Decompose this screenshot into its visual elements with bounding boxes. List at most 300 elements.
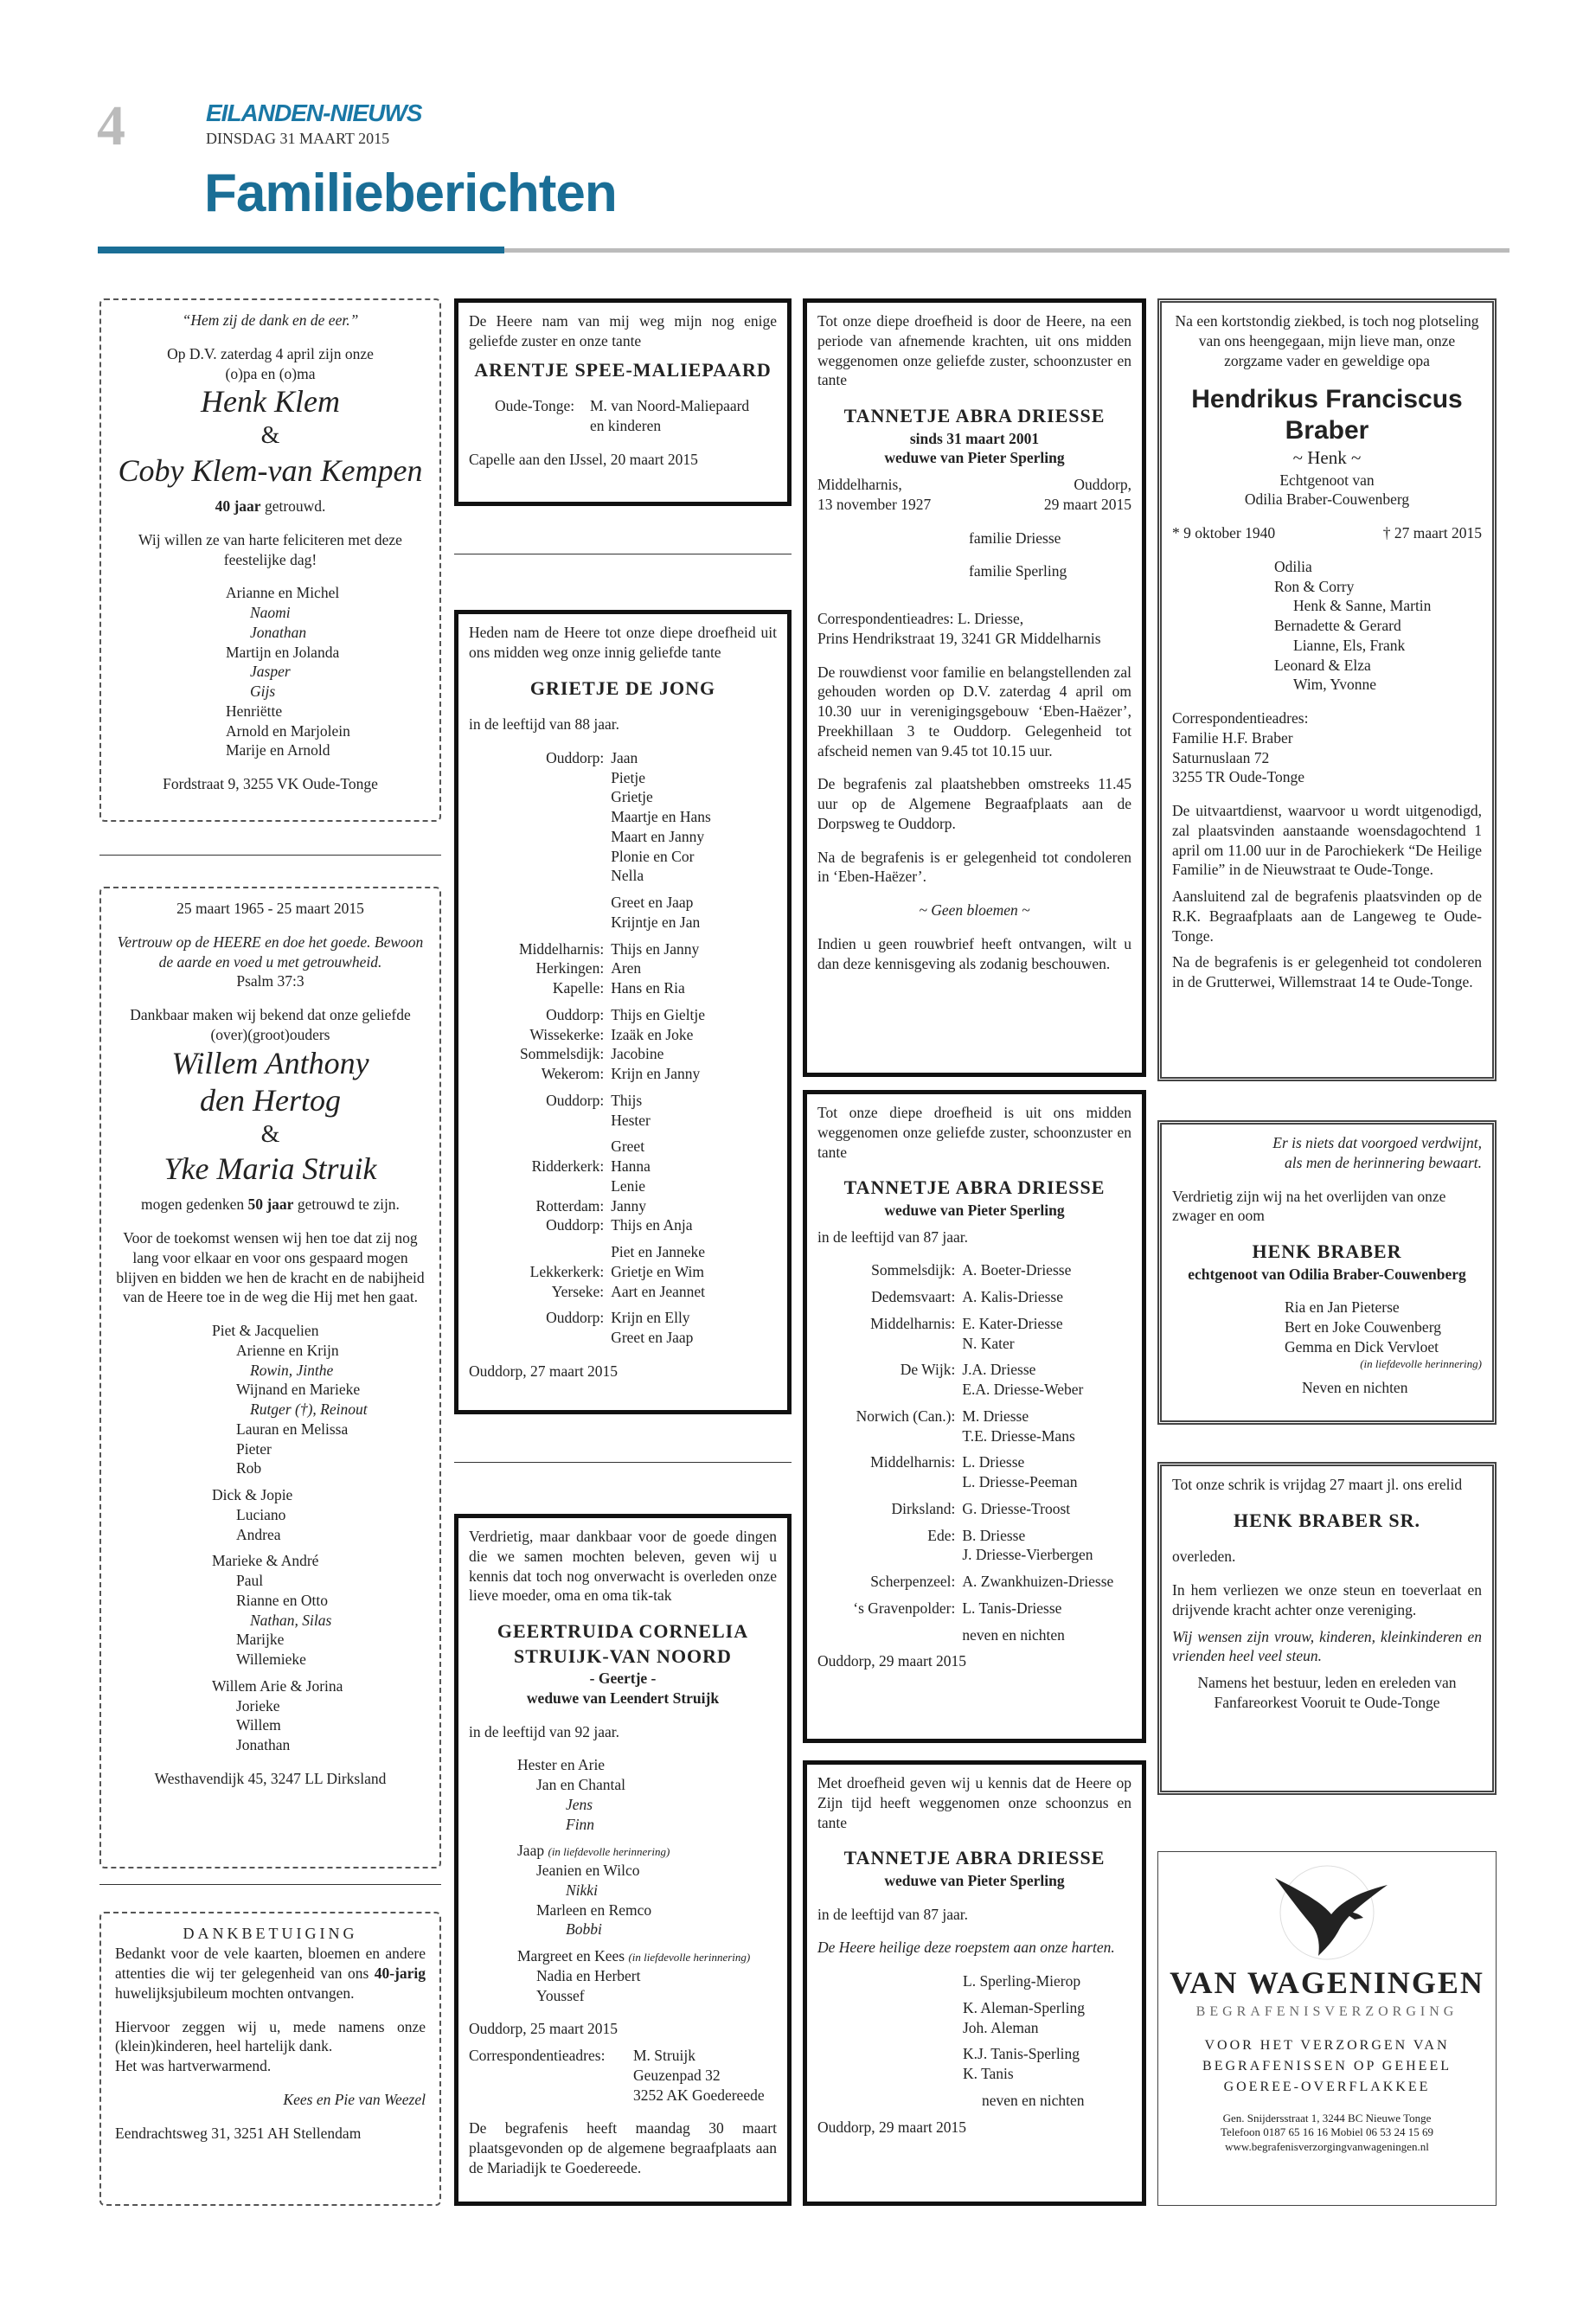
relative-names: Nella [611,867,644,885]
place-date: Ouddorp, 25 maart 2015 [469,2020,619,2038]
relative-row [817,1492,1131,1499]
closing: Neven en nichten [1302,1379,1408,1397]
relatives [469,396,777,436]
years: 40 jaar [215,497,261,516]
family-member: Bobbi [566,1920,602,1939]
age: in de leeftijd van 88 jaar. [469,715,619,734]
relative-row [817,1360,1131,1380]
paragraph: Indien u geen rouwbrief heeft ontvangen, wilt u dan deze kennisgeving als zodanig beschouwen. [817,934,1131,972]
dates: 25 maart 1965 - 25 maart 2015 [176,900,364,917]
ad-driesse-1 [803,298,1146,1077]
relative: M. van Noord-Maliepaard [590,397,750,415]
place [817,1445,958,1452]
text: Bedankt voor de vele kaarten, bloemen en andere attenties die wij ter gelegenheid van ons [115,1945,426,1983]
paragraph: Wij wensen zijn vrouw, kinderen, kleinkinderen en vrienden heel veel steun. [1172,1627,1482,1665]
relative-row [469,933,777,939]
place [817,1618,958,1625]
family-member: K. Aleman-Sperling [963,1998,1085,2016]
ad-braber-2 [1157,1120,1497,1425]
correspondence: Saturnuslaan 72 [1172,748,1270,766]
relative-names: Greet en Jaap [611,1329,694,1347]
relative-row [817,1307,1131,1314]
place [469,1130,607,1137]
relative-row [817,1565,1131,1572]
family-member: Marieke & André [212,1552,319,1570]
deceased-name: TANNETJE ABRA DRIESSE [843,1176,1106,1199]
header-rule-blue [98,247,504,253]
family-member: Marije en Arnold [226,741,330,760]
relative-names: Aart en Jeannet [611,1282,706,1300]
place [817,1592,958,1599]
family-member: Nadia en Herbert [536,1966,641,1984]
relative-row [469,827,777,847]
place-date: Ouddorp, 29 maart 2015 [817,2118,967,2136]
paragraph: De rouwdienst voor familie en belangstellenden zal gehouden worden op D.V. zaterdag 4 april om 10.30 uur in verenigingsgebouw ‘Eben-Haëzer’, Preekhillaan 3 te Ouddorp. Gelegenheid tot afscheid nemen van 9.45 tot 10.15 uur. [817,663,1131,760]
relative-row [817,1618,1131,1625]
honoree-name: Yke Maria Struik [163,1151,377,1187]
relative-names: Piet en Janneke [611,1243,706,1261]
relative-row [817,1314,1131,1334]
family-member: Rianne en Otto [236,1591,328,1609]
place: Ede: [927,1526,956,1544]
place [817,1472,958,1492]
born: * 9 oktober 1940 [1172,524,1276,542]
paragraph: Na de begrafenis is er gelegenheid tot condoleren in ‘Eben-Haëzer’. [817,848,1131,886]
relative-names: Hanna [611,1157,651,1176]
place: Wekerom: [541,1065,605,1083]
age: in de leeftijd van 87 jaar. [817,1227,968,1246]
address: Eendrachtsweg 31, 3251 AH Stellendam [115,2124,362,2142]
place: Kapelle: [552,979,605,997]
relative-names: E.A. Driesse-Weber [962,1381,1084,1399]
address-line: Geuzenpad 32 [633,2066,721,2084]
text-bold: 40-jarig [374,1965,426,1983]
years: 50 jaar [247,1195,294,1214]
intro: Verdrietig zijn wij na het overlijden van onze zwager en oom [1172,1187,1446,1225]
place [817,1625,958,1645]
relative-names: L. Tanis-Driesse [962,1599,1062,1617]
place [469,886,607,893]
relative-row [817,1287,1131,1307]
relative-row [817,1426,1131,1446]
family-member: Martijn en Jolanda [226,643,340,661]
intro: Heden nam de Heere tot onze diepe droefheid uit ons midden weg onze innig geliefde tante [469,624,777,661]
family-member: Leonard & Elza [1274,656,1371,674]
intro: Tot onze diepe droefheid is uit ons midden weggenomen onze geliefde zuster, schoonzuster en tante [817,1104,1131,1161]
relative-row [469,847,777,867]
relative-names: Hans en Ria [611,979,685,997]
place [469,847,607,867]
ad-braber-3 [1157,1462,1497,1795]
relative-row [469,1262,777,1282]
relative-row [469,807,777,827]
relative-names: Maart en Janny [611,827,705,845]
paragraph [115,1944,426,2003]
place [469,1111,607,1131]
ampersand: & [260,1120,280,1148]
place: Ouddorp: [546,1091,605,1109]
relative-row [469,1215,777,1235]
text: huwelijksjubileum mochten ontvangen. [115,1984,355,2002]
brand-subtitle: BEGRAFENISVERZORGING [1195,2003,1458,2019]
family-member: L. Sperling-Mierop [963,1972,1081,1990]
relative-names: N. Kater [962,1334,1015,1352]
nickname: ~ Henk ~ [1292,447,1362,469]
relative-names: Pietje [611,768,646,786]
place: Herkingen: [535,959,605,977]
family-member: Rutger (†), Reinout [250,1400,368,1419]
family-member: Jonathan [236,1736,291,1754]
relative-row [817,1400,1131,1407]
separator [99,1884,441,1885]
label: Correspondentieadres: [469,2047,606,2065]
spouse: echtgenoot van Odilia Braber-Couwenberg [1188,1265,1466,1283]
place: Dedemsvaart: [871,1288,956,1306]
place: Ouddorp: [546,1309,605,1327]
place-date: Ouddorp, 27 maart 2015 [469,1362,619,1380]
relatives-table [469,748,777,1348]
family-member: Bernadette & Gerard [1274,617,1401,635]
ad-hertog-anniversary [99,887,441,1868]
relative-names: G. Driesse-Troost [962,1499,1071,1517]
place: Middelharnis: [519,939,605,958]
family-member: Bert en Joke Couwenberg [1285,1318,1441,1336]
family-member: Wijnand en Marieke [236,1381,361,1399]
family-member: Willem Arie & Jorina [212,1676,343,1695]
address: Westhavendijk 45, 3247 LL Dirksland [154,1769,387,1787]
correspondence: Prins Hendrikstraat 19, 3241 GR Middelharnis [817,629,1101,647]
deceased-name: HENK BRABER SR. [1233,1509,1421,1531]
relative-row [817,1280,1131,1287]
paragraph: Na de begrafenis is er gelegenheid tot condoleren in de Grutterwei, Willemstraat 14 te Oude-Tonge. [1172,953,1482,991]
place [817,1353,958,1360]
relative-row [817,1499,1131,1519]
relative-names: Grietje en Wim [611,1262,705,1280]
relative-row [469,913,777,933]
header-rule-grey [504,248,1509,253]
paragraph: Namens het bestuur, leden en ereleden van Fanfareorkest Vooruit te Oude-Tonge [1197,1674,1457,1711]
relative-names [958,1400,1131,1407]
relative-names: Krijntje en Jan [611,913,701,931]
family-member: Lianne, Els, Frank [1293,636,1406,654]
ad-de-jong [454,610,792,1414]
relative-row [469,1111,777,1131]
paragraph: Hiervoor zeggen wij u, mede namens onze (klein)kinderen, heel hartelijk dank. [115,2017,426,2055]
relative-row [469,1091,777,1111]
since: sinds 31 maart 2001 [909,429,1040,447]
relative-row [817,1592,1131,1599]
born-date: 13 november 1927 [817,495,932,513]
place [469,866,607,886]
spouse: Odilia Braber-Couwenberg [1244,490,1410,509]
ad-braber-1 [1157,298,1497,1081]
relative-row [469,1084,777,1091]
note: (in liefdevolle herinnering) [548,1845,670,1859]
place [469,1235,607,1242]
family-member: Naomi [250,604,291,622]
family-member: Jorieke [236,1696,280,1715]
ad-title: DANKBETUIGING [183,1925,358,1942]
family-member: Odilia [1274,557,1312,575]
no-flowers: ~ Geen bloemen ~ [919,901,1030,920]
correspondence: Correspondentieadres: L. Driesse, [817,610,1024,628]
correspondence [469,2046,777,2105]
relative-names: A. Boeter-Driesse [962,1261,1072,1279]
ad-spee [454,298,792,506]
relative-names [607,998,777,1005]
relative-row [469,787,777,807]
family-member: Ria en Jan Pieterse [1285,1298,1400,1317]
deceased-name: STRUIJK-VAN NOORD [514,1644,732,1667]
relative-names: A. Kalis-Driesse [962,1288,1063,1306]
intro: Verdrietig, maar dankbaar voor de goede dingen die we samen mochten beleven, geven wij u kennis dat toch nog onverwacht is overleden onze lieve moeder, oma en oma tik-tak [469,1528,777,1605]
place [469,768,607,788]
family-member: Paul [236,1572,264,1590]
deceased-name: GRIETJE DE JONG [529,676,716,699]
family-member: Andrea [236,1525,281,1543]
ad-van-wageningen [1157,1851,1497,2206]
relative-row [469,1242,777,1262]
relative-names: Greet [611,1138,645,1156]
ad-driesse-2 [803,1090,1146,1743]
family-list [469,1755,777,2005]
quote: “Hem zij de dank en de eer.” [182,311,359,329]
deceased-name: Hendrikus Franciscus [1191,385,1463,414]
place [817,1334,958,1354]
years-prefix: mogen gedenken [141,1195,248,1214]
relative-names: Izaäk en Joke [611,1025,694,1043]
website: www.begrafenisverzorgingvanwageningen.nl [1225,2140,1429,2154]
relative-names [958,1307,1131,1314]
family-member: Joh. Aleman [963,2018,1039,2036]
name: Jaap [517,1842,545,1860]
relative-names: Thijs en Anja [611,1216,693,1234]
issue-date: DINSDAG 31 MAART 2015 [206,130,390,147]
place [469,1176,607,1196]
relative-row [817,1572,1131,1592]
family-member: Henriëtte [226,702,283,720]
ad-struijk [454,1514,792,2206]
relative-names: Lenie [611,1176,646,1195]
relative-row [817,1334,1131,1354]
wish: Voor de toekomst wensen wij hen toe dat zij nog lang voor elkaar en voor ons gespaard mogen blijven en bidden we hen de kracht en de nabijheid van de Heere toe in de weg die Hij met hen gaat. [116,1229,425,1306]
relative-names [607,1235,777,1242]
relative-names [607,1130,777,1137]
relative-names: Grietje [611,788,653,806]
family-member: Nathan, Silas [250,1611,332,1629]
place: Yerseke: [551,1282,605,1300]
family-list [1172,1298,1482,1356]
family-member: Arienne en Krijn [236,1341,339,1359]
relative-row [469,866,777,886]
family-member: Rowin, Jinthe [250,1361,334,1379]
family-member [517,1841,777,1861]
honoree-name: Coby Klem-van Kempen [118,452,423,488]
widow-of: weduwe van Leendert Struijk [526,1689,720,1707]
honoree-name: den Hertog [200,1082,341,1118]
place: ‘s Gravenpolder: [853,1599,956,1617]
relatives-table [817,1260,1131,1644]
place [469,1084,607,1091]
family-member: Jasper [250,663,291,681]
family-member: Marijke [236,1631,285,1649]
family-member: Gemma en Dick Vervloet [1285,1337,1439,1356]
relative-row [469,1328,777,1348]
section-title: Familieberichten [204,163,617,223]
note: (in liefdevolle herinnering) [1360,1356,1482,1370]
relative-names: Thijs en Janny [611,939,700,958]
place [817,1307,958,1314]
relative-row [469,1064,777,1084]
paragraph: Aansluitend zal de begrafenis plaatsvinden op de R.K. Begraafplaats aan de Langeweg te Oude-Tonge. [1172,888,1482,945]
relative-names: Greet en Jaap [611,894,694,912]
place: Ouddorp: [546,748,605,766]
slogan: GOEREE-OVERFLAKKEE [1223,2079,1431,2094]
place: Sommelsdijk: [871,1261,956,1279]
relative-row [817,1519,1131,1526]
birth-death [1172,523,1482,543]
honoree-name: Willem Anthony [171,1045,369,1080]
family-member: Luciano [236,1505,286,1523]
ad-dankbetuiging [99,1912,441,2206]
place [469,1301,607,1308]
deceased-name: TANNETJE ABRA DRIESSE [843,405,1106,426]
intro: Met droefheid geven wij u kennis dat de Heere op Zijn tijd heeft weggenomen onze schoonzus en tante [817,1774,1131,1831]
family-member: Nikki [566,1881,598,1899]
family-member: Finn [566,1815,595,1833]
newspaper-name: EILANDEN-NIEUWS [206,99,422,126]
relative-names: Janny [611,1196,647,1215]
family-list [1172,557,1482,695]
family [817,529,1131,582]
relative-names [958,1492,1131,1499]
intro: Tot onze schrik is vrijdag 27 maart jl. ons erelid [1172,1476,1463,1493]
years-suffix: getrouwd te zijn. [293,1195,400,1214]
family-member: Willemieke [236,1650,306,1669]
family-member: Jens [566,1795,593,1813]
relative-row [469,886,777,893]
relative-row [469,1130,777,1137]
relative-row [469,1137,777,1157]
relative-names: B. Driesse [962,1526,1026,1544]
relative-row [817,1452,1131,1472]
family-member: Jeanien en Wilco [536,1862,640,1880]
intro: Op D.V. zaterdag 4 april zijn onze [167,344,374,362]
funeral-note: De begrafenis heeft maandag 30 maart plaatsgevonden op de algemene begraafplaats aan de Mariadijk te Goedereede. [469,2119,777,2176]
paragraph: De begrafenis zal plaatshebben omstreeks 11.45 uur op de Algemene Begraafplaats aan de Dorpsweg te Ouddorp. [817,775,1131,832]
place [817,1280,958,1287]
relative-names [958,1592,1131,1599]
family-member: Ron & Corry [1274,577,1355,595]
widow-of: weduwe van Pieter Sperling [884,1871,1065,1889]
family-member: K. Tanis [963,2065,1014,2083]
family-member: neven en nichten [982,2091,1085,2109]
verse: Vertrouw op de HEERE en doe het goede. Bewoon de aarde en voed u met getrouwheid. [117,933,424,971]
family-list [115,583,426,760]
relative-row [469,1025,777,1045]
relative-names [958,1565,1131,1572]
place: Scherpenzeel: [870,1573,956,1591]
separator [454,1462,792,1463]
relative-row [469,1005,777,1025]
place-date: Capelle aan den IJssel, 20 maart 2015 [469,450,698,468]
place [817,1492,958,1499]
relative-names: Aren [611,959,642,977]
relative-names: L. Driesse [962,1453,1025,1471]
years-suffix: getrouwd. [260,497,326,516]
place [469,913,607,933]
died: overleden. [1172,1548,1236,1566]
relative-names: Plonie en Cor [611,847,695,865]
place [469,787,607,807]
relative-row [469,1282,777,1302]
birth-death [817,475,1131,515]
relative-row [469,998,777,1005]
brand-name: VAN WAGENINGEN [1170,1965,1484,2000]
honoree-name: Henk Klem [201,384,340,420]
place [817,1400,958,1407]
relative-names: Jaan [611,748,638,766]
relative-row [469,1157,777,1176]
place: Ridderkerk: [531,1157,605,1176]
age: in de leeftijd van 92 jaar. [469,1722,619,1740]
relative-row [817,1407,1131,1426]
relative-row [469,1308,777,1328]
family-member: Gijs [250,683,276,701]
relative-names [958,1618,1131,1625]
relative-names [607,886,777,893]
place: Oude-Tonge: [495,397,575,415]
verse-ref: Psalm 37:3 [236,972,304,990]
relative-names [958,1445,1131,1452]
address: Gen. Snijdersstraat 1, 3244 BC Nieuwe Tonge [1222,2111,1432,2125]
relative-names: neven en nichten [962,1625,1065,1644]
relative-names [958,1519,1131,1526]
name: Margreet en Kees [517,1947,625,1965]
died-date: 29 maart 2015 [1043,495,1131,513]
relative-names [607,933,777,939]
family-member: K.J. Tanis-Sperling [963,2045,1080,2063]
relative-row [469,1176,777,1196]
relative-row [469,1235,777,1242]
relative-names: Thijs [611,1091,643,1109]
intro: Tot onze diepe droefheid is door de Heere, na een periode van afnemende krachten, uit ons midden weggenomen onze geliefde zuster, schoonzuster en tante [817,312,1131,389]
relative-names: J.A. Driesse [962,1361,1036,1379]
place: Lekkerkerk: [529,1262,605,1280]
relative-names: Maartje en Hans [611,808,711,826]
place [817,1545,958,1565]
place [469,893,607,913]
intro: Dankbaar maken wij bekend dat onze geliefde (over)(groot)ouders [130,1006,411,1043]
ad-driesse-3 [803,1760,1146,2206]
deceased-name: Braber [1285,416,1369,445]
family-list [115,1321,426,1755]
relative-row [469,1044,777,1064]
paragraph: De uitvaartdienst, waarvoor u wordt uitgenodigd, zal plaatsvinden aanstaande woensdagochtend 1 april om 11.00 uur in de Parochiekerk “De Heilige Familie” in de Nieuwstraat te Oude-Tonge. [1172,802,1482,879]
family-member: Youssef [536,1986,585,2004]
relative-names: L. Driesse-Peeman [962,1473,1078,1491]
place: Sommelsdijk: [519,1045,605,1063]
paragraph: In hem verliezen we onze steun en toeverlaat en drijvende kracht achter onze vereniging. [1172,1581,1482,1618]
deceased-name: GEERTRUIDA CORNELIA [497,1620,749,1642]
relative-names: Hester [611,1111,651,1129]
family-member: Henk & Sanne, Martin [1293,597,1432,615]
spouse: Echtgenoot van [1279,471,1375,489]
quote: als men de herinnering bewaart. [1285,1153,1482,1171]
place [469,933,607,939]
relative-names: T.E. Driesse-Mans [962,1426,1075,1445]
address-line: M. Struijk [633,2047,695,2065]
